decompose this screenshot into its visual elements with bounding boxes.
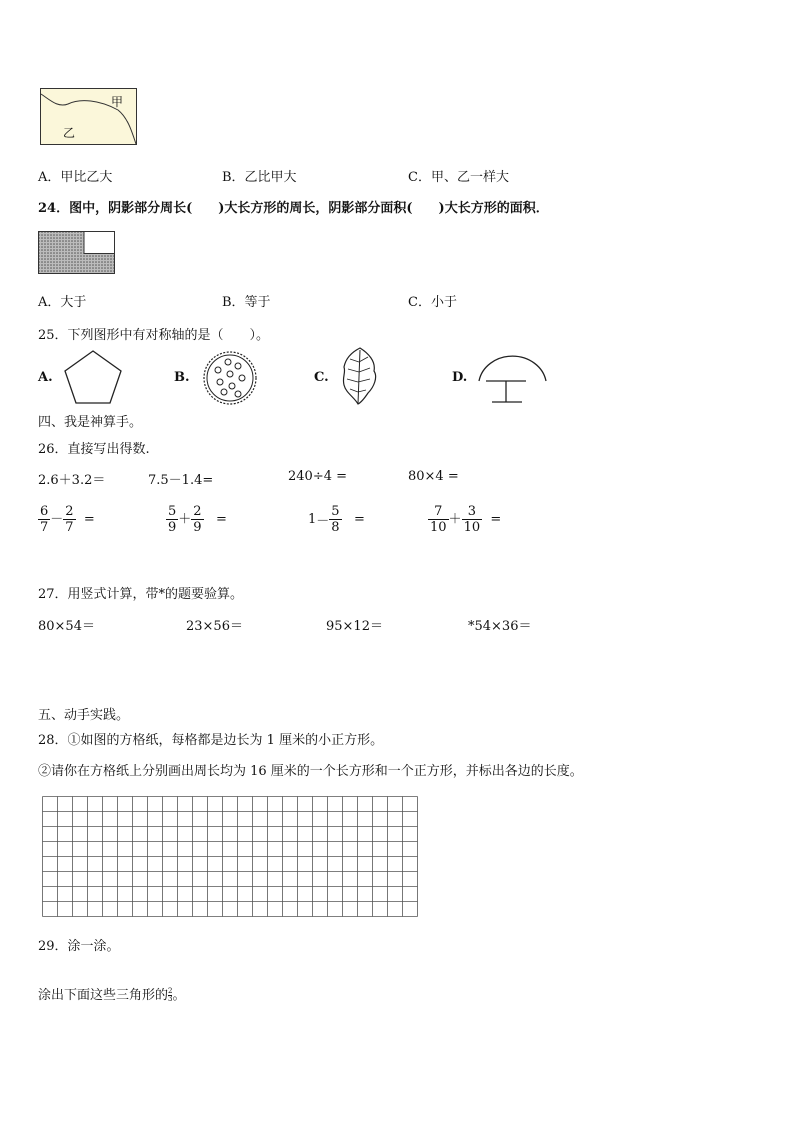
period: 。 — [172, 988, 186, 1003]
q23-option-a[interactable]: A．甲比乙大 — [38, 170, 113, 185]
q26-calc-1[interactable]: 2.6＋3.2＝ — [38, 473, 106, 488]
q27-item-2[interactable]: 23×56＝ — [186, 619, 243, 634]
grid-paper[interactable] — [42, 796, 418, 916]
operator: ＋ — [178, 512, 192, 527]
numerator: 2 — [168, 987, 173, 995]
q26-stem: 26．直接写出得数. — [38, 442, 150, 457]
operator: － — [50, 512, 64, 527]
numerator: 2 — [193, 504, 202, 519]
denominator: 7 — [40, 520, 49, 535]
q24-figure — [38, 231, 116, 275]
arch-shape[interactable] — [478, 349, 548, 405]
equals-sign: = — [353, 512, 365, 527]
equals-sign: = — [83, 512, 95, 527]
q29-stem: 29．涂一涂。 — [38, 939, 120, 954]
whole-number: 1 — [308, 512, 317, 527]
q26-frac-expr-3[interactable] — [308, 504, 365, 535]
numerator: 5 — [168, 504, 177, 519]
q23-option-c[interactable]: C．甲、乙一样大 — [408, 170, 509, 185]
q27-item-4[interactable]: *54×36＝ — [468, 619, 532, 634]
q25-label-d[interactable]: D. — [452, 370, 468, 385]
q29-text — [38, 984, 186, 1003]
denominator: 9 — [193, 520, 202, 535]
section-5-title: 五、动手实践。 — [38, 708, 130, 723]
q27-item-3[interactable]: 95×12＝ — [326, 619, 383, 634]
denominator: 10 — [430, 520, 447, 535]
q26-frac-expr-2[interactable] — [166, 504, 227, 535]
figure-label-jia: 甲 — [111, 95, 124, 109]
numerator: 7 — [434, 504, 443, 519]
q26-frac-expr-1[interactable] — [38, 504, 95, 535]
q24-stem: 24．图中，阴影部分周长( )大长方形的周长，阴影部分面积( )大长方形的面积． — [38, 201, 549, 216]
q26-frac-expr-4[interactable] — [428, 504, 501, 535]
numerator: 5 — [331, 504, 340, 519]
section-4-title: 四、我是神算手。 — [38, 415, 143, 430]
q28-line-2: ②请你在方格纸上分别画出周长均为 16 厘米的一个长方形和一个正方形，并标出各边的长度。 — [38, 764, 583, 779]
q23-option-b[interactable]: B．乙比甲大 — [222, 170, 297, 185]
denominator: 9 — [168, 520, 177, 535]
denominator: 7 — [65, 520, 74, 535]
q24-option-b[interactable]: B．等于 — [222, 295, 271, 310]
q24-option-c[interactable]: C．小于 — [408, 295, 457, 310]
pentagon-shape[interactable] — [64, 350, 124, 404]
q26-calc-2[interactable]: 7.5－1.4= — [148, 473, 214, 488]
equals-sign: = — [490, 512, 502, 527]
q25-label-a[interactable]: A. — [38, 370, 53, 385]
q25-label-c[interactable]: C. — [314, 370, 329, 385]
denominator: 10 — [463, 520, 481, 535]
operator: － — [316, 514, 330, 529]
numerator: 3 — [467, 504, 476, 519]
numerator: 2 — [65, 504, 74, 519]
q26-calc-4[interactable]: 80×4 = — [408, 469, 459, 484]
q25-stem: 25．下列图形中有对称轴的是（ ）。 — [38, 328, 270, 343]
q24-option-a[interactable]: A．大于 — [38, 295, 87, 310]
q25-label-b[interactable]: B. — [174, 370, 190, 385]
leaf-shape[interactable] — [340, 347, 380, 405]
q26-calc-3[interactable]: 240÷4 = — [288, 469, 348, 484]
q27-item-1[interactable]: 80×54＝ — [38, 619, 95, 634]
denominator: 3 — [168, 995, 173, 1003]
q28-line-1: 28．①如图的方格纸，每格都是边长为 1 厘米的小正方形。 — [38, 733, 384, 748]
q23-figure — [40, 88, 138, 146]
figure-label-yi: 乙 — [63, 126, 76, 140]
q29-instruction: 涂出下面这些三角形的 — [38, 988, 169, 1003]
equals-sign: = — [215, 512, 227, 527]
denominator: 8 — [331, 520, 340, 535]
cookie-shape[interactable] — [202, 350, 258, 406]
operator: ＋ — [448, 512, 462, 527]
q27-stem: 27．用竖式计算，带*的题要验算。 — [38, 587, 244, 602]
numerator: 6 — [40, 504, 49, 519]
